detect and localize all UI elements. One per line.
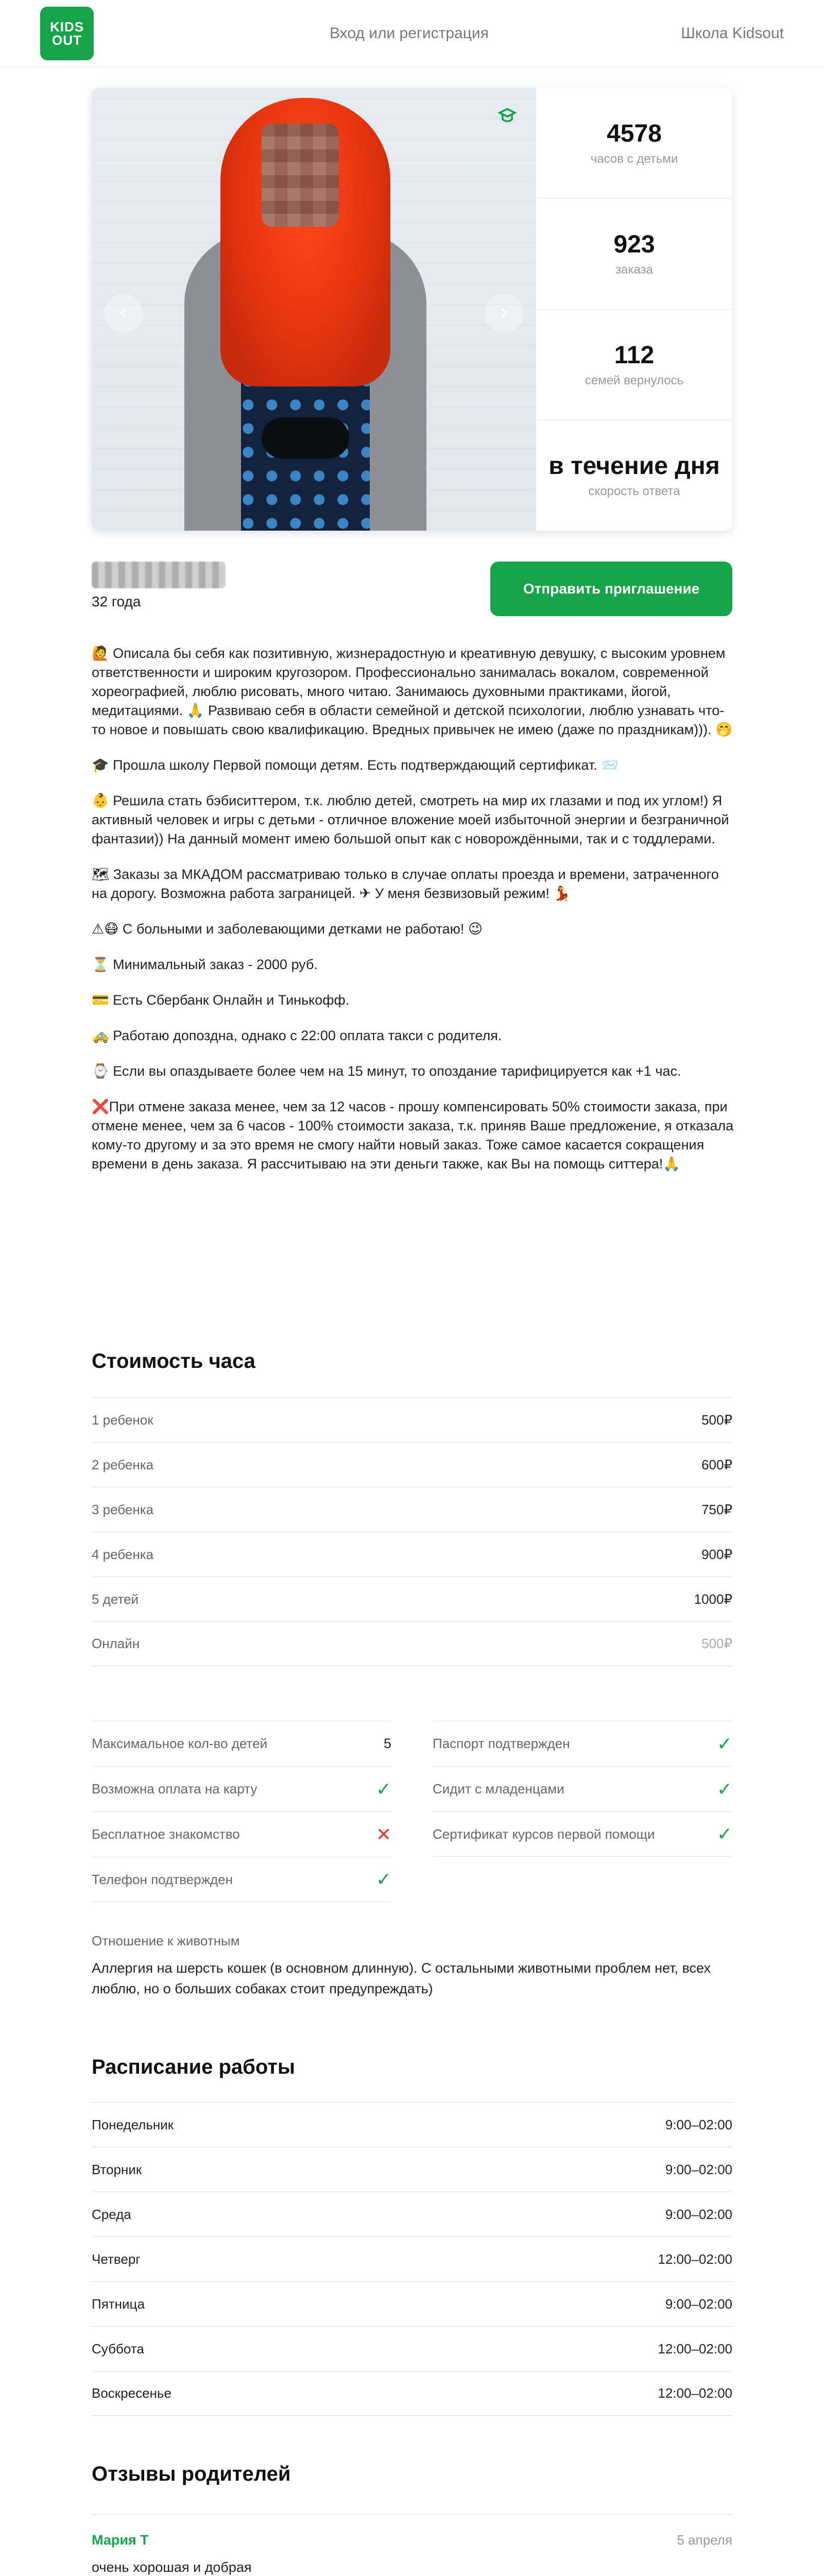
schedule-row	[92, 2326, 732, 2371]
schedule-day: Пятница	[92, 2296, 145, 2312]
stats-panel	[536, 88, 732, 531]
feature-free-meeting	[92, 1811, 391, 1857]
schedule-row	[92, 2281, 732, 2326]
schedule-time: 9:00–02:00	[665, 2296, 732, 2312]
schedule-time: 9:00–02:00	[665, 2161, 732, 2177]
schedule-day: Понедельник	[92, 2116, 174, 2132]
feature-card-payment	[92, 1766, 391, 1811]
sitter-age: 32 года	[92, 594, 141, 609]
stat-value: в течение дня	[548, 452, 720, 480]
feature-label: Возможна оплата на карту	[92, 1781, 258, 1797]
stat-label: часов с детьми	[590, 151, 678, 166]
check-icon: ✓	[716, 1733, 732, 1754]
feature-first-aid	[433, 1811, 732, 1857]
schedule-row	[92, 2192, 732, 2236]
pricing-list	[92, 1397, 732, 1666]
schedule-row	[92, 2102, 732, 2147]
chevron-right-icon[interactable]: ›	[485, 294, 524, 333]
stat-label: семей вернулось	[585, 374, 684, 388]
send-invite-button[interactable]: Отправить приглашение	[490, 562, 732, 616]
feature-label: Максимальное кол-во детей	[92, 1736, 268, 1751]
logo-line1: KIDS	[49, 19, 84, 35]
schedule-list	[92, 2102, 732, 2416]
photo-face-blurred	[262, 124, 339, 227]
schedule-day: Суббота	[92, 2341, 144, 2357]
schedule-time: 9:00–02:00	[665, 2116, 732, 2132]
review-author[interactable]: Мария Т	[92, 2532, 149, 2548]
check-icon: ✓	[716, 1823, 732, 1844]
price-row	[92, 1577, 732, 1621]
review-date: 5 апреля	[677, 2532, 732, 2548]
price-value: 500₽	[701, 1636, 732, 1651]
schedule-row	[92, 2147, 732, 2192]
schedule-day: Среда	[92, 2206, 131, 2222]
price-label: 4 ребенка	[92, 1546, 154, 1562]
stat-returning	[536, 310, 732, 420]
price-label: 5 детей	[92, 1591, 139, 1607]
school-link[interactable]: Школа Kidsout	[681, 25, 784, 42]
schedule-time: 12:00–02:00	[658, 2341, 732, 2357]
schedule-day: Четверг	[92, 2251, 141, 2267]
price-row	[92, 1442, 732, 1487]
name-row	[92, 562, 732, 618]
feature-passport-verified	[433, 1721, 732, 1766]
stat-value: 4578	[607, 120, 662, 147]
about-paragraph: ❌При отмене заказа менее, чем за 12 часов - прошу компенсировать 50% стоимости заказа, при отмене менее, чем за 6 часов - 100% стоимости заказа, т.к. приняв Ваше предложение, я отказала кому-то другому и за это время не смогу найти новый заказ. Тоже самое касается сокращения времени в день заказа. Я рассчитываю на эти деньги также, как Вы на помощь ситтера!🙏	[92, 1099, 734, 1172]
reviews-list	[92, 2514, 732, 2576]
animals-text: Аллергия на шерсть кошек (в основном длинную). С остальными животными проблем нет, всех люблю, но о больших собаках стоит предупреждать)	[92, 1960, 711, 1996]
schedule-time: 12:00–02:00	[658, 2251, 732, 2267]
price-label: Онлайн	[92, 1636, 140, 1651]
check-icon: ✓	[375, 1778, 391, 1800]
schedule-time: 9:00–02:00	[665, 2206, 732, 2222]
photo-belt	[262, 417, 349, 459]
chevron-left-icon[interactable]: ‹	[104, 294, 143, 333]
schedule-time: 12:00–02:00	[658, 2385, 732, 2401]
price-value: 500₽	[701, 1412, 732, 1428]
feature-phone-verified	[92, 1857, 391, 1902]
kidsout-logo[interactable]	[40, 7, 94, 60]
blurred-name	[92, 562, 226, 588]
about-paragraph: 🙋 Описала бы себя как позитивную, жизнерадостную и креативную девушку, с высоким уровнем ответственности и широким кругозором. Профессионально занималась вокалом, современной хореографией, люблю рисовать, много читаю. Занимаюсь духовными практиками, йогой, медитациями. 🙏 Развиваю себя в области семейной и детской психологии, люблю узнавать что-то новое и повышать свою квалификацию. Вредных привычек не имею (даже по праздникам))). 🤭	[92, 646, 733, 737]
schedule-row	[92, 2371, 732, 2416]
about-paragraph: 👶 Решила стать бэбиситтером, т.к. люблю детей, смотреть на мир их глазами и под их углом!) Я активный человек и игры с детьми - отличное вложение моей избыточной энергии и безграничной фантазии)) На данный момент имею большой опыт как с новорождёнными, так и с тоддлерами.	[92, 793, 729, 846]
logo-line2: OUT	[52, 32, 82, 48]
about-section	[92, 644, 735, 1190]
price-label: 2 ребенка	[92, 1456, 154, 1472]
price-value: 750₽	[701, 1501, 732, 1517]
feature-label: Бесплатное знакомство	[92, 1826, 240, 1842]
about-paragraph: 🚕 Работаю допоздна, однако с 22:00 оплата такси с родителя.	[92, 1028, 502, 1043]
features-right	[433, 1721, 732, 1902]
check-icon: ✓	[375, 1869, 391, 1890]
header	[0, 0, 824, 67]
stat-value: 923	[613, 230, 655, 258]
schedule-title: Расписание работы	[92, 2056, 296, 2078]
about-paragraph: ⏳ Минимальный заказ - 2000 руб.	[92, 957, 318, 972]
price-row	[92, 1487, 732, 1532]
stat-value: 112	[614, 342, 655, 369]
feature-max-children	[92, 1721, 391, 1766]
features-left	[92, 1721, 391, 1902]
about-paragraph: 🎓 Прошла школу Первой помощи детям. Есть подтверждающий сертификат. 📨	[92, 757, 619, 773]
features-grid	[92, 1721, 732, 1902]
feature-label: Сидит с младенцами	[433, 1781, 564, 1797]
price-label: 1 ребенок	[92, 1412, 153, 1428]
reviews-title: Отзывы родителей	[92, 2463, 291, 2485]
stat-response	[536, 420, 732, 531]
stat-label: скорость ответа	[588, 484, 680, 499]
pricing-title: Стоимость часа	[92, 1350, 255, 1372]
price-row	[92, 1397, 732, 1442]
stat-label: заказа	[615, 262, 653, 277]
price-row	[92, 1532, 732, 1577]
about-paragraph: ⌚ Если вы опаздываете более чем на 15 минут, то опоздание тарифицируется как +1 час.	[92, 1063, 681, 1079]
feature-label: Паспорт подтвержден	[433, 1736, 570, 1751]
feature-infants	[433, 1766, 732, 1811]
feature-label: Телефон подтвержден	[92, 1871, 233, 1887]
review-text: очень хорошая и добрая	[92, 2560, 252, 2575]
price-value: 900₽	[701, 1546, 732, 1562]
cross-icon: ✕	[375, 1823, 391, 1845]
price-row	[92, 1621, 732, 1666]
verified-badge-icon	[496, 106, 519, 129]
schedule-row	[92, 2236, 732, 2281]
about-paragraph: ⚠😷 С больными и заболевающими детками не работаю! 😉	[92, 921, 483, 937]
stat-hours	[536, 88, 732, 198]
about-paragraph: 💳 Есть Сбербанк Онлайн и Тинькофф.	[92, 992, 350, 1008]
review-item	[92, 2514, 732, 2576]
price-value: 1000₽	[694, 1591, 732, 1607]
feature-value: 5	[383, 1736, 391, 1751]
price-label: 3 ребенка	[92, 1501, 154, 1517]
schedule-day: Вторник	[92, 2161, 142, 2177]
feature-label: Сертификат курсов первой помощи	[433, 1826, 655, 1842]
price-value: 600₽	[701, 1456, 732, 1472]
stat-orders	[536, 198, 732, 309]
about-paragraph: 🗺 Заказы за МКАДОМ рассматриваю только в случае оплаты проезда и времени, затраченного на дорогу. Возможна работа заграницей. ✈ У меня безвизовый режим! 💃	[92, 867, 719, 901]
animals-label: Отношение к животным	[92, 1933, 240, 1948]
profile-photo[interactable]	[92, 88, 536, 531]
check-icon: ✓	[716, 1778, 732, 1800]
profile-hero	[92, 88, 732, 531]
schedule-day: Воскресенье	[92, 2385, 171, 2401]
login-link[interactable]: Вход или регистрация	[330, 25, 489, 42]
